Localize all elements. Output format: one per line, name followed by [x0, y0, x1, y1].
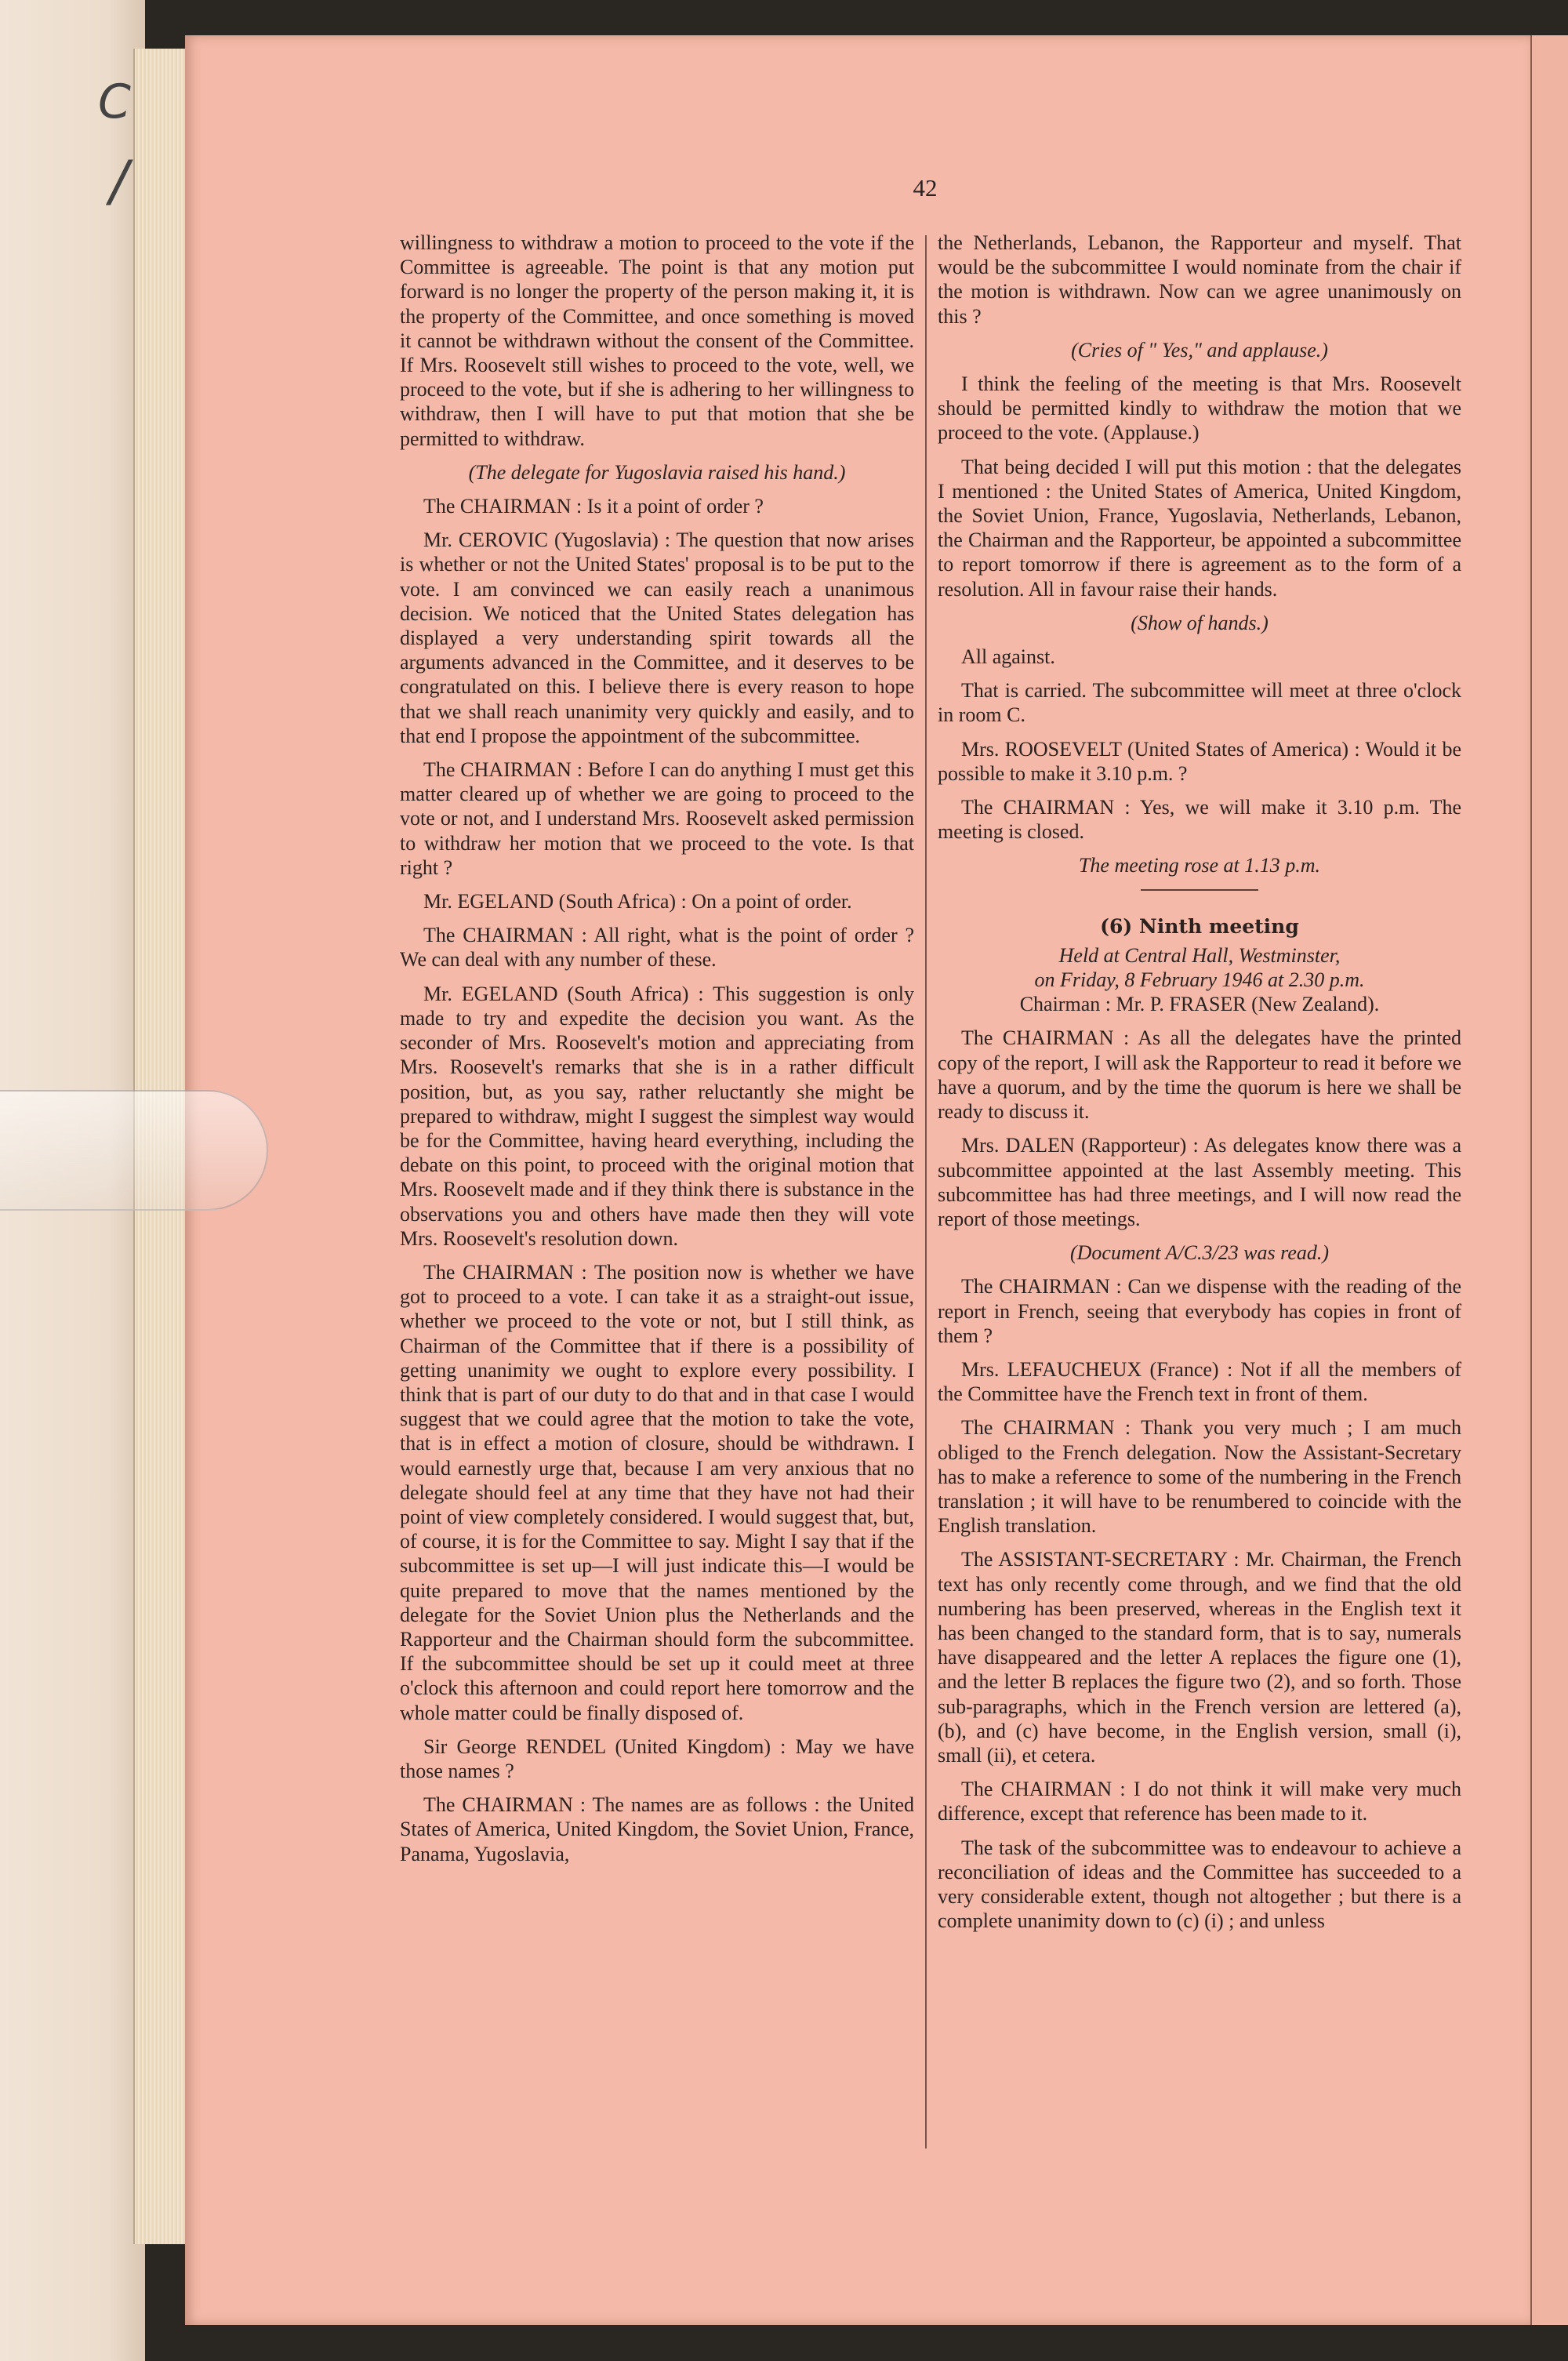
section-heading: (6) Ninth meeting	[1100, 914, 1299, 938]
paragraph: the Netherlands, Lebanon, the Rapporteur and myself. That would be the subcommittee I would nominate from the chair if the motion is withdrawn. Now can we agree unanimously on this ?	[938, 231, 1461, 328]
paragraph: Mrs. DALEN (Rapporteur) : As delegates know there was a subcommittee appointed at the last Assembly meeting. This subcommittee has had three meetings, and I will now read the report of those meetings.	[938, 1134, 1461, 1230]
paragraph: Sir George RENDEL (United Kingdom) : May we have those names ?	[400, 1734, 914, 1782]
stage-direction: The meeting rose at 1.13 p.m.	[1078, 854, 1321, 877]
paragraph: Mrs. ROOSEVELT (United States of America) : Would it be possible to make it 3.10 p.m. ?	[938, 737, 1461, 785]
stage-direction: (Show of hands.)	[1131, 611, 1269, 634]
paragraph: All against.	[961, 645, 1055, 669]
meeting-location: Held at Central Hall, Westminster,	[1058, 943, 1341, 967]
stage-direction: (Cries of " Yes," and applause.)	[1071, 338, 1328, 361]
paragraph: The CHAIRMAN : The position now is whether we have got to proceed to a vote. I can take it as a straight-out issue, whether we proceed to the vote or not, but I still think, as Chairman of the Committee that if there is a possibility of getting unanimity we ought to explore every possibility. I think that is part of our duty to do that and in that case I would suggest that we could agree that the motion to take the vote, that is in effect a motion of closure, should be withdrawn. I would earnestly urge that, because I am very anxious that no delegate should feel at any time that they have not had their point of view completely considered. I would suggest that, but, of course, it is for the Committee to say. Might I say that if the subcommittee is set up—I will just indicate this—I would be quite prepared to move that the names mentioned by the delegate for the Soviet Union plus the Netherlands and the Rapporteur and the Chairman should form the subcommittee. If the subcommittee should be set up it could meet at three o'clock this afternoon and could report here tomorrow and the whole matter could be finally disposed of.	[400, 1260, 914, 1724]
stage-direction: (The delegate for Yugoslavia raised his hand.)	[468, 460, 846, 484]
paragraph: willingness to withdraw a motion to proceed to the vote if the Committee is agreeable. The point is that any motion put forward is no longer the property of the person making it, it is the property of the Committee, and once something is moved it cannot be withdrawn without the consent of the Committee. If Mrs. Roosevelt still wishes to proceed to the vote, well, we proceed to the vote, but if she is adhering to her willingness to withdraw, then I will have to put that motion that she be permitted to withdraw.	[400, 231, 914, 450]
paragraph: The CHAIRMAN : All right, what is the point of order ? We can deal with any number of these.	[400, 924, 914, 972]
page-number: 42	[913, 174, 938, 202]
paragraph: Mrs. LEFAUCHEUX (France) : Not if all the members of the Committee have the French text in front of them.	[938, 1357, 1461, 1406]
pencil-mark-slash: /	[110, 149, 129, 213]
paragraph: The CHAIRMAN : Can we dispense with the reading of the report in French, seeing that everybody has copies in front of them ?	[938, 1275, 1461, 1347]
left-column	[400, 231, 914, 1876]
right-column	[938, 231, 1461, 1942]
paragraph: Mr. CEROVIC (Yugoslavia) : The question that now arises is whether or not the United States' proposal is to be put to the vote. I am convinced we can easily reach a unanimous decision. We noticed that the United States delegation has displayed a very understanding spirit towards all the arguments advanced in the Committee, and it deserves to be congratulated on this. I believe there is every reason to hope that we shall reach unanimity very quickly and easily, and to that end I propose the appointment of the subcommittee.	[400, 529, 914, 747]
meeting-date: on Friday, 8 February 1946 at 2.30 p.m.	[1034, 968, 1365, 992]
paragraph: The task of the subcommittee was to endeavour to achieve a reconciliation of ideas and the Committee has succeeded to a very considerable extent, though not altogether ; but there is a complete unanimity down to (c) (i) ; and unless	[938, 1836, 1461, 1933]
paragraph: Mr. EGELAND (South Africa) : This suggestion is only made to try and expedite the decision you want. As the seconder of Mrs. Roosevelt's motion and appreciating from Mrs. Roosevelt's remarks that she is in a rather difficult position, but, as you say, rather reluctantly she might be prepared to withdraw, might I suggest the simplest way would be for the Committee, having heard everything, including the debate on this point, to proceed with the original motion that Mrs. Roosevelt made and if they think there is substance in the observations you and others have made then they will vote Mrs. Roosevelt's resolution down.	[400, 982, 914, 1250]
stage-direction: (Document A/C.3/23 was read.)	[1069, 1241, 1330, 1265]
meeting-chairman: Chairman : Mr. P. FRASER (New Zealand).	[1019, 993, 1380, 1016]
paragraph: The CHAIRMAN : I do not think it will make very much difference, except that reference has been made to it.	[938, 1778, 1461, 1825]
transparent-clip	[0, 1090, 268, 1211]
paragraph: The CHAIRMAN : Yes, we will make it 3.10 p.m. The meeting is closed.	[938, 796, 1461, 844]
paragraph: The CHAIRMAN : The names are as follows : the United States of America, United Kingdom, the Soviet Union, France, Panama, Yugoslavia,	[400, 1793, 914, 1865]
pencil-mark-c: C	[98, 74, 131, 129]
paragraph: Mr. EGELAND (South Africa) : On a point of order.	[423, 890, 852, 914]
column-divider	[925, 235, 927, 2149]
paragraph: I think the feeling of the meeting is that Mrs. Roosevelt should be permitted kindly to withdraw the motion that we proceed to the vote. (Applause.)	[938, 372, 1461, 445]
paragraph: The CHAIRMAN : Is it a point of order ?	[423, 495, 764, 518]
paragraph: That being decided I will put this motion : that the delegates I mentioned : the United States of America, United Kingdom, the Soviet Union, France, Yugoslavia, Netherlands, Lebanon, the Chairman and the Rapporteur, be appointed a subcommittee to report tomorrow if there is agreement as to the form of a resolution. All in favour raise their hands.	[938, 455, 1461, 601]
paragraph: That is carried. The subcommittee will meet at three o'clock in room C.	[938, 679, 1461, 727]
paragraph: The CHAIRMAN : Before I can do anything I must get this matter cleared up of whether we are going to proceed to the vote or not, and I understand Mrs. Roosevelt asked permission to withdraw her motion that we proceed to the vote. Is that right ?	[400, 758, 914, 879]
paragraph: The CHAIRMAN : As all the delegates have the printed copy of the report, I will ask the Rapporteur to read it before we have a quorum, and by the time the quorum is here we shall be ready to discuss it.	[938, 1026, 1461, 1124]
next-page-edge	[1530, 35, 1568, 2325]
section-rule	[1141, 889, 1258, 891]
paragraph: The ASSISTANT-SECRETARY : Mr. Chairman, the French text has only recently come through, and we find that the old numbering has been preserved, whereas in the English text it has been changed to the standard form, that is to say, numerals have disappeared and the letter A replaces the figure one (1), and the letter B replaces the figure two (2), and so forth. Those sub-paragraphs, which in the French version are lettered (a), (b), and (c) have become, in the English version, small (i), small (ii), et cetera.	[938, 1548, 1461, 1767]
paragraph: The CHAIRMAN : Thank you very much ; I am much obliged to the French delegation. Now the Assistant-Secretary has to make a reference to some of the numbering in the French translation ; it will have to be renumbered to coincide with the English translation.	[938, 1416, 1461, 1538]
